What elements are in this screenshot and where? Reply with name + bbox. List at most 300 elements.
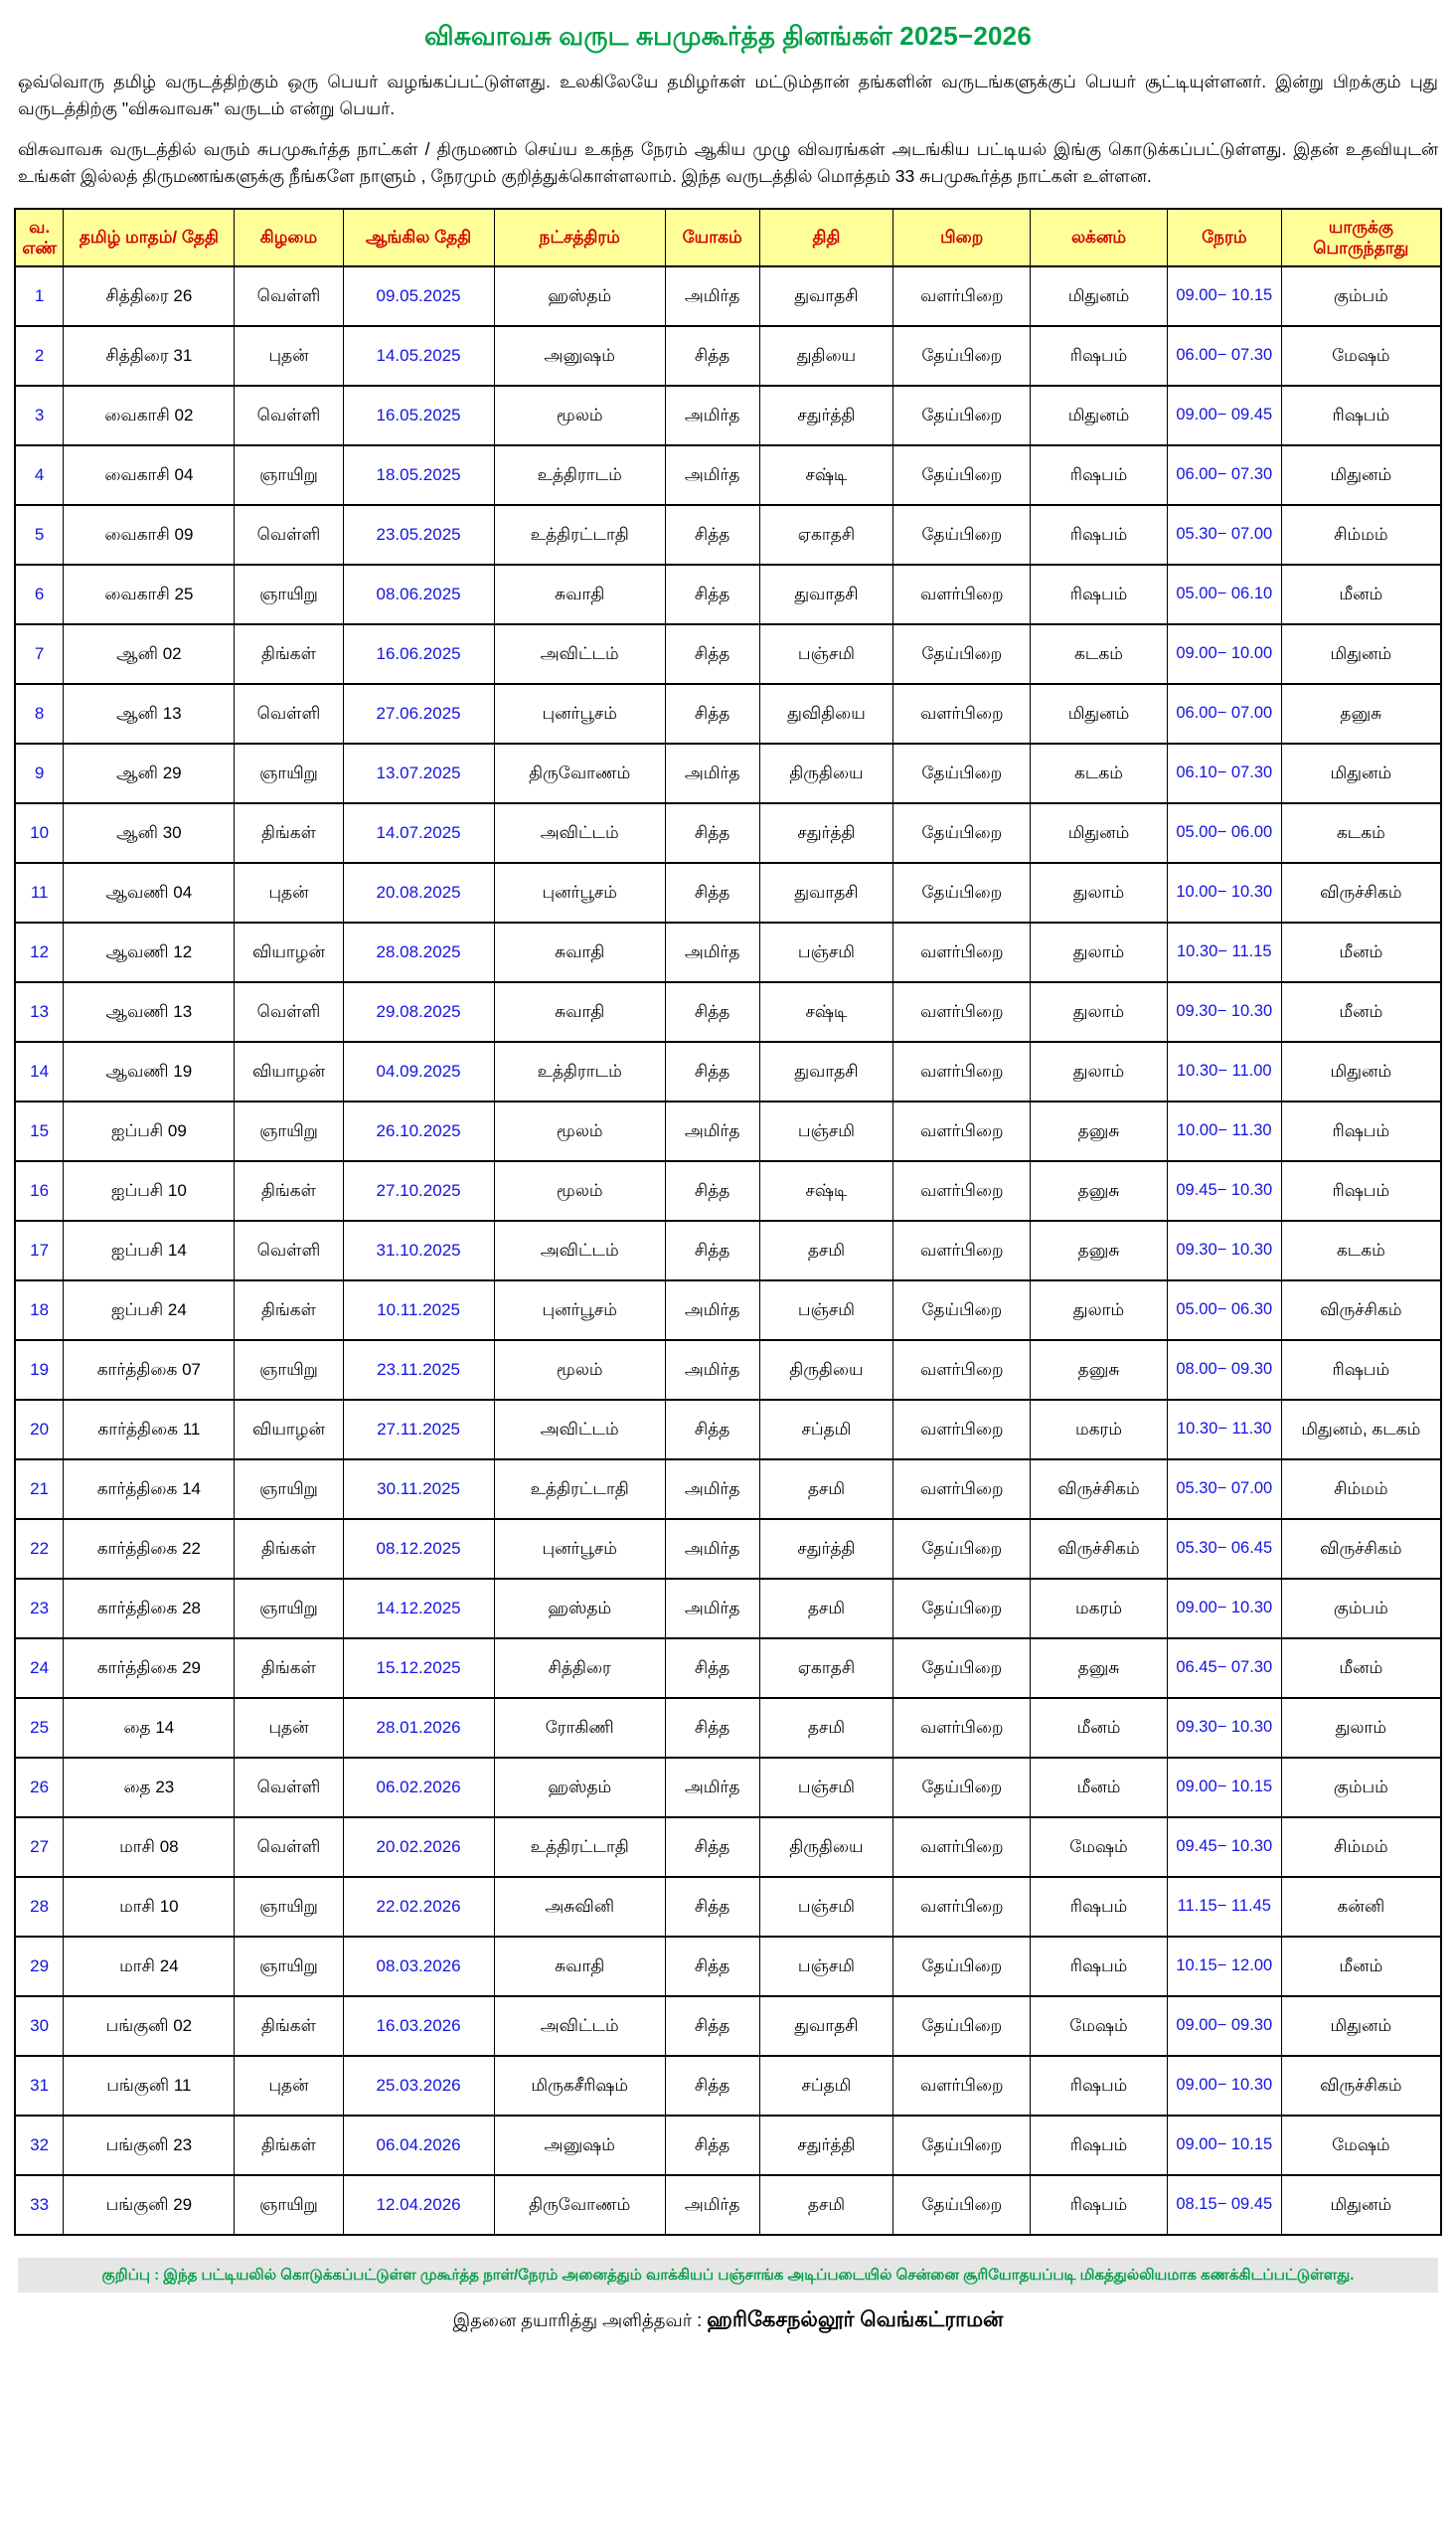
cell-tamil-month-date: வைகாசி 09 <box>64 505 235 565</box>
cell-yogam: சித்த <box>665 1400 759 1459</box>
cell-yogam: அமிர்த <box>665 445 759 505</box>
cell-serial-number: 17 <box>15 1221 64 1280</box>
cell-english-date: 20.02.2026 <box>343 1817 494 1877</box>
cell-nakshatram: அவிட்டம் <box>494 624 665 684</box>
cell-tamil-month-date: கார்த்திகை 22 <box>64 1519 235 1579</box>
table-row <box>15 1638 1441 1698</box>
cell-pirai: தேய்பிறை <box>893 445 1031 505</box>
cell-tamil-month-date: ஆவணி 13 <box>64 982 235 1042</box>
cell-tamil-month-date: ஆனி 02 <box>64 624 235 684</box>
cell-english-date: 16.03.2026 <box>343 1996 494 2056</box>
cell-pirai: வளர்பிறை <box>893 1102 1031 1161</box>
cell-nakshatram: ஹஸ்தம் <box>494 1758 665 1817</box>
table-row <box>15 1459 1441 1519</box>
cell-nakshatram: உத்திராடம் <box>494 445 665 505</box>
cell-serial-number: 13 <box>15 982 64 1042</box>
cell-pirai: தேய்பிறை <box>893 1937 1031 1996</box>
cell-yogam: சித்த <box>665 505 759 565</box>
cell-yogam: அமிர்த <box>665 744 759 803</box>
cell-yogam: சித்த <box>665 982 759 1042</box>
table-row <box>15 2056 1441 2116</box>
cell-not-suitable: மீனம் <box>1281 923 1441 982</box>
cell-lagnam: மீனம் <box>1031 1698 1168 1758</box>
cell-serial-number: 15 <box>15 1102 64 1161</box>
cell-lagnam: மிதுனம் <box>1031 803 1168 863</box>
table-row <box>15 266 1441 326</box>
cell-yogam: சித்த <box>665 565 759 624</box>
cell-not-suitable: மேஷம் <box>1281 326 1441 386</box>
cell-weekday: வியாழன் <box>235 923 343 982</box>
cell-thithi: தசமி <box>759 2175 893 2235</box>
cell-thithi: சஷ்டி <box>759 1161 893 1221</box>
cell-time: 09.00− 10.30 <box>1167 2056 1281 2116</box>
cell-yogam: சித்த <box>665 1161 759 1221</box>
cell-yogam: அமிர்த <box>665 1459 759 1519</box>
cell-time: 10.00− 11.30 <box>1167 1102 1281 1161</box>
cell-lagnam: தனுசு <box>1031 1161 1168 1221</box>
cell-not-suitable: விருச்சிகம் <box>1281 863 1441 923</box>
cell-time: 06.00− 07.00 <box>1167 684 1281 744</box>
cell-tamil-month-date: தை 23 <box>64 1758 235 1817</box>
cell-not-suitable: மிதுனம் <box>1281 744 1441 803</box>
cell-lagnam: ரிஷபம் <box>1031 2116 1168 2175</box>
cell-nakshatram: சித்திரை <box>494 1638 665 1698</box>
cell-thithi: பஞ்சமி <box>759 624 893 684</box>
cell-weekday: திங்கள் <box>235 2116 343 2175</box>
cell-pirai: வளர்பிறை <box>893 266 1031 326</box>
cell-serial-number: 21 <box>15 1459 64 1519</box>
cell-pirai: தேய்பிறை <box>893 2175 1031 2235</box>
cell-time: 09.00− 10.30 <box>1167 1579 1281 1638</box>
cell-thithi: துவாதசி <box>759 266 893 326</box>
column-header-nakshatram: நட்சத்திரம் <box>494 209 665 266</box>
cell-nakshatram: புனர்பூசம் <box>494 1280 665 1340</box>
cell-yogam: சித்த <box>665 1042 759 1102</box>
cell-pirai: வளர்பிறை <box>893 1817 1031 1877</box>
table-row <box>15 1877 1441 1937</box>
cell-lagnam: ரிஷபம் <box>1031 505 1168 565</box>
cell-not-suitable: மீனம் <box>1281 565 1441 624</box>
cell-weekday: ஞாயிறு <box>235 744 343 803</box>
cell-serial-number: 24 <box>15 1638 64 1698</box>
cell-not-suitable: சிம்மம் <box>1281 1817 1441 1877</box>
cell-not-suitable: மீனம் <box>1281 982 1441 1042</box>
cell-time: 06.00− 07.30 <box>1167 326 1281 386</box>
cell-lagnam: மகரம் <box>1031 1400 1168 1459</box>
cell-weekday: ஞாயிறு <box>235 1877 343 1937</box>
cell-weekday: புதன் <box>235 863 343 923</box>
cell-not-suitable: சிம்மம் <box>1281 505 1441 565</box>
table-row <box>15 1579 1441 1638</box>
column-header-yogam: யோகம் <box>665 209 759 266</box>
cell-english-date: 10.11.2025 <box>343 1280 494 1340</box>
cell-not-suitable: ரிஷபம் <box>1281 1340 1441 1400</box>
table-row <box>15 803 1441 863</box>
cell-not-suitable: சிம்மம் <box>1281 1459 1441 1519</box>
cell-pirai: வளர்பிறை <box>893 1161 1031 1221</box>
credit-label: இதனை தயாரித்து அளித்தவர் : <box>452 2310 708 2330</box>
cell-time: 06.00− 07.30 <box>1167 445 1281 505</box>
cell-weekday: திங்கள் <box>235 1519 343 1579</box>
cell-not-suitable: விருச்சிகம் <box>1281 2056 1441 2116</box>
cell-tamil-month-date: கார்த்திகை 11 <box>64 1400 235 1459</box>
cell-english-date: 08.06.2025 <box>343 565 494 624</box>
cell-not-suitable: மிதுனம், கடகம் <box>1281 1400 1441 1459</box>
cell-nakshatram: புனர்பூசம் <box>494 684 665 744</box>
cell-not-suitable: கடகம் <box>1281 803 1441 863</box>
cell-thithi: சதுர்த்தி <box>759 386 893 445</box>
cell-time: 06.45− 07.30 <box>1167 1638 1281 1698</box>
cell-not-suitable: மிதுனம் <box>1281 1996 1441 2056</box>
cell-yogam: சித்த <box>665 2056 759 2116</box>
cell-thithi: தசமி <box>759 1459 893 1519</box>
cell-thithi: துவாதசி <box>759 1996 893 2056</box>
cell-weekday: வெள்ளி <box>235 1817 343 1877</box>
cell-not-suitable: மீனம் <box>1281 1638 1441 1698</box>
cell-nakshatram: சுவாதி <box>494 1937 665 1996</box>
cell-serial-number: 12 <box>15 923 64 982</box>
cell-lagnam: மேஷம் <box>1031 1996 1168 2056</box>
cell-english-date: 16.05.2025 <box>343 386 494 445</box>
cell-lagnam: ரிஷபம் <box>1031 1877 1168 1937</box>
cell-lagnam: துலாம் <box>1031 863 1168 923</box>
table-row <box>15 505 1441 565</box>
table-row <box>15 684 1441 744</box>
cell-lagnam: ரிஷபம் <box>1031 445 1168 505</box>
cell-nakshatram: ஹஸ்தம் <box>494 266 665 326</box>
cell-pirai: வளர்பிறை <box>893 1459 1031 1519</box>
cell-english-date: 29.08.2025 <box>343 982 494 1042</box>
cell-yogam: சித்த <box>665 803 759 863</box>
cell-weekday: திங்கள் <box>235 803 343 863</box>
cell-lagnam: துலாம் <box>1031 1042 1168 1102</box>
cell-nakshatram: மூலம் <box>494 1102 665 1161</box>
cell-pirai: தேய்பிறை <box>893 1638 1031 1698</box>
cell-pirai: வளர்பிறை <box>893 1400 1031 1459</box>
cell-yogam: அமிர்த <box>665 2175 759 2235</box>
cell-pirai: வளர்பிறை <box>893 684 1031 744</box>
intro-paragraph-2: விசுவாவசு வருடத்தில் வரும் சுபமுகூர்த்த நாட்கள் / திருமணம் செய்ய உகந்த நேரம் ஆகிய முழு விவரங்கள் அடங்கிய பட்டியல் இங்கு கொடுக்கப்பட்டுள்ளது. இதன் உதவியுடன் உங்கள் இல்லத் திருமணங்களுக்கு நீங்களே நாளும் , நேரமும் குறித்துக்கொள்ளலாம். இந்த வருடத்தில் மொத்தம் 33 சுபமுகூர்த்த நாட்கள் உள்ளன. <box>18 138 1438 186</box>
cell-english-date: 23.11.2025 <box>343 1340 494 1400</box>
cell-english-date: 26.10.2025 <box>343 1102 494 1161</box>
cell-lagnam: மீனம் <box>1031 1758 1168 1817</box>
cell-weekday: புதன் <box>235 1698 343 1758</box>
cell-time: 05.00− 06.00 <box>1167 803 1281 863</box>
cell-pirai: வளர்பிறை <box>893 982 1031 1042</box>
table-row <box>15 744 1441 803</box>
cell-thithi: துவாதசி <box>759 863 893 923</box>
cell-lagnam: விருச்சிகம் <box>1031 1519 1168 1579</box>
cell-yogam: சித்த <box>665 1877 759 1937</box>
cell-pirai: தேய்பிறை <box>893 744 1031 803</box>
cell-thithi: சஷ்டி <box>759 982 893 1042</box>
cell-serial-number: 2 <box>15 326 64 386</box>
cell-weekday: வெள்ளி <box>235 505 343 565</box>
cell-serial-number: 11 <box>15 863 64 923</box>
cell-tamil-month-date: பங்குனி 29 <box>64 2175 235 2235</box>
cell-english-date: 28.08.2025 <box>343 923 494 982</box>
cell-not-suitable: கும்பம் <box>1281 266 1441 326</box>
cell-not-suitable: கும்பம் <box>1281 1758 1441 1817</box>
cell-not-suitable: தனுசு <box>1281 684 1441 744</box>
cell-tamil-month-date: சித்திரை 31 <box>64 326 235 386</box>
cell-lagnam: தனுசு <box>1031 1102 1168 1161</box>
cell-time: 09.45− 10.30 <box>1167 1817 1281 1877</box>
cell-yogam: சித்த <box>665 326 759 386</box>
cell-pirai: வளர்பிறை <box>893 923 1031 982</box>
cell-tamil-month-date: கார்த்திகை 28 <box>64 1579 235 1638</box>
cell-yogam: அமிர்த <box>665 1102 759 1161</box>
intro-paragraph-1: ஒவ்வொரு தமிழ் வருடத்திற்கும் ஒரு பெயர் வழங்கப்பட்டுள்ளது. உலகிலேயே தமிழர்கள் மட்டும்தான் தங்களின் வருடங்களுக்குப் பெயர் சூட்டியுள்ளனர். இன்று பிறக்கும் புது வருடத்திற்கு "விசுவாவசு" வருடம் என்று பெயர். <box>18 71 1438 118</box>
cell-tamil-month-date: ஆனி 29 <box>64 744 235 803</box>
cell-weekday: ஞாயிறு <box>235 1102 343 1161</box>
cell-weekday: வெள்ளி <box>235 1758 343 1817</box>
cell-serial-number: 29 <box>15 1937 64 1996</box>
cell-time: 10.00− 10.30 <box>1167 863 1281 923</box>
cell-thithi: ஏகாதசி <box>759 1638 893 1698</box>
cell-weekday: வெள்ளி <box>235 684 343 744</box>
cell-time: 10.30− 11.15 <box>1167 923 1281 982</box>
column-header-serial-number: வ. எண் <box>15 209 64 266</box>
cell-yogam: சித்த <box>665 684 759 744</box>
cell-thithi: துதியை <box>759 326 893 386</box>
cell-serial-number: 23 <box>15 1579 64 1638</box>
table-header <box>15 209 1441 266</box>
cell-lagnam: தனுசு <box>1031 1638 1168 1698</box>
cell-yogam: அமிர்த <box>665 1519 759 1579</box>
cell-pirai: வளர்பிறை <box>893 2056 1031 2116</box>
cell-english-date: 15.12.2025 <box>343 1638 494 1698</box>
cell-pirai: தேய்பிறை <box>893 863 1031 923</box>
cell-pirai: தேய்பிறை <box>893 1579 1031 1638</box>
cell-nakshatram: உத்திராடம் <box>494 1042 665 1102</box>
cell-lagnam: மேஷம் <box>1031 1817 1168 1877</box>
cell-not-suitable: மிதுனம் <box>1281 2175 1441 2235</box>
column-header-time: நேரம் <box>1167 209 1281 266</box>
cell-serial-number: 27 <box>15 1817 64 1877</box>
column-header-english-date: ஆங்கில தேதி <box>343 209 494 266</box>
cell-time: 08.15− 09.45 <box>1167 2175 1281 2235</box>
cell-tamil-month-date: வைகாசி 25 <box>64 565 235 624</box>
cell-yogam: சித்த <box>665 863 759 923</box>
cell-time: 11.15− 11.45 <box>1167 1877 1281 1937</box>
cell-thithi: துவிதியை <box>759 684 893 744</box>
cell-serial-number: 16 <box>15 1161 64 1221</box>
cell-english-date: 09.05.2025 <box>343 266 494 326</box>
cell-time: 10.30− 11.30 <box>1167 1400 1281 1459</box>
cell-pirai: வளர்பிறை <box>893 565 1031 624</box>
cell-serial-number: 3 <box>15 386 64 445</box>
cell-weekday: வெள்ளி <box>235 266 343 326</box>
cell-time: 09.00− 10.15 <box>1167 2116 1281 2175</box>
cell-pirai: தேய்பிறை <box>893 505 1031 565</box>
table-row <box>15 1817 1441 1877</box>
cell-weekday: வெள்ளி <box>235 1221 343 1280</box>
cell-tamil-month-date: மாசி 08 <box>64 1817 235 1877</box>
cell-yogam: சித்த <box>665 1817 759 1877</box>
cell-tamil-month-date: தை 14 <box>64 1698 235 1758</box>
cell-lagnam: மிதுனம் <box>1031 684 1168 744</box>
table-row <box>15 1221 1441 1280</box>
cell-not-suitable: விருச்சிகம் <box>1281 1519 1441 1579</box>
table-row <box>15 1937 1441 1996</box>
cell-yogam: அமிர்த <box>665 923 759 982</box>
cell-time: 05.30− 07.00 <box>1167 1459 1281 1519</box>
cell-english-date: 13.07.2025 <box>343 744 494 803</box>
cell-thithi: ஏகாதசி <box>759 505 893 565</box>
credit-line <box>14 2308 1442 2334</box>
table-row <box>15 624 1441 684</box>
table-row <box>15 1996 1441 2056</box>
cell-english-date: 28.01.2026 <box>343 1698 494 1758</box>
column-header-tamil-month-date: தமிழ் மாதம்/ தேதி <box>64 209 235 266</box>
cell-tamil-month-date: ஆனி 30 <box>64 803 235 863</box>
cell-serial-number: 31 <box>15 2056 64 2116</box>
cell-time: 10.30− 11.00 <box>1167 1042 1281 1102</box>
cell-nakshatram: அவிட்டம் <box>494 1221 665 1280</box>
column-header-weekday: கிழமை <box>235 209 343 266</box>
cell-time: 09.00− 10.15 <box>1167 1758 1281 1817</box>
table-row <box>15 326 1441 386</box>
cell-tamil-month-date: வைகாசி 02 <box>64 386 235 445</box>
cell-nakshatram: புனர்பூசம் <box>494 1519 665 1579</box>
table-row <box>15 1340 1441 1400</box>
cell-time: 08.00− 09.30 <box>1167 1340 1281 1400</box>
table-row <box>15 445 1441 505</box>
cell-nakshatram: புனர்பூசம் <box>494 863 665 923</box>
table-row <box>15 1519 1441 1579</box>
cell-yogam: சித்த <box>665 1221 759 1280</box>
cell-english-date: 12.04.2026 <box>343 2175 494 2235</box>
cell-pirai: வளர்பிறை <box>893 1340 1031 1400</box>
cell-lagnam: துலாம் <box>1031 1280 1168 1340</box>
cell-serial-number: 25 <box>15 1698 64 1758</box>
table-row <box>15 565 1441 624</box>
cell-not-suitable: கன்னி <box>1281 1877 1441 1937</box>
cell-weekday: ஞாயிறு <box>235 1459 343 1519</box>
cell-pirai: தேய்பிறை <box>893 326 1031 386</box>
cell-thithi: தசமி <box>759 1579 893 1638</box>
cell-thithi: சதுர்த்தி <box>759 803 893 863</box>
cell-thithi: திருதியை <box>759 744 893 803</box>
cell-nakshatram: ரோகிணி <box>494 1698 665 1758</box>
cell-pirai: தேய்பிறை <box>893 2116 1031 2175</box>
cell-pirai: வளர்பிறை <box>893 1221 1031 1280</box>
cell-time: 05.00− 06.10 <box>1167 565 1281 624</box>
cell-pirai: வளர்பிறை <box>893 1042 1031 1102</box>
page-title: விசுவாவசு வருட சுபமுகூர்த்த தினங்கள் 2025−2026 <box>424 21 1032 51</box>
cell-weekday: திங்கள் <box>235 1638 343 1698</box>
cell-pirai: தேய்பிறை <box>893 803 1031 863</box>
column-header-pirai: பிறை <box>893 209 1031 266</box>
cell-lagnam: ரிஷபம் <box>1031 2056 1168 2116</box>
cell-english-date: 06.02.2026 <box>343 1758 494 1817</box>
cell-nakshatram: சுவாதி <box>494 982 665 1042</box>
table-header-row <box>15 209 1441 266</box>
cell-time: 09.00− 09.45 <box>1167 386 1281 445</box>
cell-time: 06.10− 07.30 <box>1167 744 1281 803</box>
cell-yogam: சித்த <box>665 1698 759 1758</box>
cell-nakshatram: அவிட்டம் <box>494 803 665 863</box>
table-row <box>15 1758 1441 1817</box>
cell-yogam: அமிர்த <box>665 1579 759 1638</box>
cell-thithi: சதுர்த்தி <box>759 2116 893 2175</box>
cell-thithi: பஞ்சமி <box>759 1758 893 1817</box>
cell-lagnam: துலாம் <box>1031 982 1168 1042</box>
cell-serial-number: 14 <box>15 1042 64 1102</box>
cell-tamil-month-date: கார்த்திகை 29 <box>64 1638 235 1698</box>
footnote: குறிப்பு : இந்த பட்டியலில் கொடுக்கப்பட்டுள்ள முகூர்த்த நாள்/நேரம் அனைத்தும் வாக்கியப் பஞ்சாங்க அடிப்படையில் சென்னை சூரியோதயப்படி மிகத்துல்லியமாக கணக்கிடப்பட்டுள்ளது. <box>18 2258 1438 2292</box>
cell-nakshatram: உத்திரட்டாதி <box>494 1817 665 1877</box>
cell-nakshatram: அனுஷம் <box>494 2116 665 2175</box>
cell-nakshatram: திருவோணம் <box>494 2175 665 2235</box>
cell-not-suitable: விருச்சிகம் <box>1281 1280 1441 1340</box>
cell-tamil-month-date: ஐப்பசி 24 <box>64 1280 235 1340</box>
cell-lagnam: ரிஷபம் <box>1031 565 1168 624</box>
cell-nakshatram: மூலம் <box>494 1161 665 1221</box>
cell-lagnam: விருச்சிகம் <box>1031 1459 1168 1519</box>
cell-weekday: திங்கள் <box>235 1996 343 2056</box>
cell-english-date: 27.11.2025 <box>343 1400 494 1459</box>
cell-thithi: துவாதசி <box>759 565 893 624</box>
cell-pirai: தேய்பிறை <box>893 1519 1031 1579</box>
cell-pirai: தேய்பிறை <box>893 1996 1031 2056</box>
cell-serial-number: 18 <box>15 1280 64 1340</box>
cell-weekday: திங்கள் <box>235 1161 343 1221</box>
table-row <box>15 923 1441 982</box>
cell-serial-number: 4 <box>15 445 64 505</box>
cell-yogam: அமிர்த <box>665 1758 759 1817</box>
cell-nakshatram: ஹஸ்தம் <box>494 1579 665 1638</box>
cell-time: 09.00− 10.15 <box>1167 266 1281 326</box>
cell-tamil-month-date: பங்குனி 02 <box>64 1996 235 2056</box>
table-row <box>15 982 1441 1042</box>
cell-tamil-month-date: மாசி 24 <box>64 1937 235 1996</box>
cell-weekday: வெள்ளி <box>235 982 343 1042</box>
cell-tamil-month-date: ஆனி 13 <box>64 684 235 744</box>
cell-weekday: திங்கள் <box>235 1280 343 1340</box>
cell-thithi: சஷ்டி <box>759 445 893 505</box>
cell-lagnam: மிதுனம் <box>1031 386 1168 445</box>
table-row <box>15 1400 1441 1459</box>
cell-english-date: 31.10.2025 <box>343 1221 494 1280</box>
cell-weekday: ஞாயிறு <box>235 2175 343 2235</box>
column-header-not-suitable: யாருக்கு பொருந்தாது <box>1281 209 1441 266</box>
cell-yogam: சித்த <box>665 1638 759 1698</box>
cell-english-date: 16.06.2025 <box>343 624 494 684</box>
table-row <box>15 1280 1441 1340</box>
cell-thithi: பஞ்சமி <box>759 1937 893 1996</box>
cell-not-suitable: ரிஷபம் <box>1281 1161 1441 1221</box>
cell-nakshatram: அனுஷம் <box>494 326 665 386</box>
table-row <box>15 386 1441 445</box>
cell-weekday: வியாழன் <box>235 1042 343 1102</box>
cell-nakshatram: மூலம் <box>494 1340 665 1400</box>
cell-thithi: சதுர்த்தி <box>759 1519 893 1579</box>
cell-lagnam: கடகம் <box>1031 744 1168 803</box>
cell-serial-number: 20 <box>15 1400 64 1459</box>
cell-serial-number: 5 <box>15 505 64 565</box>
cell-lagnam: கடகம் <box>1031 624 1168 684</box>
cell-pirai: வளர்பிறை <box>893 1698 1031 1758</box>
cell-not-suitable: ரிஷபம் <box>1281 1102 1441 1161</box>
cell-serial-number: 10 <box>15 803 64 863</box>
cell-thithi: பஞ்சமி <box>759 1877 893 1937</box>
cell-time: 09.00− 09.30 <box>1167 1996 1281 2056</box>
cell-yogam: சித்த <box>665 1996 759 2056</box>
table-row <box>15 1042 1441 1102</box>
column-header-thithi: திதி <box>759 209 893 266</box>
